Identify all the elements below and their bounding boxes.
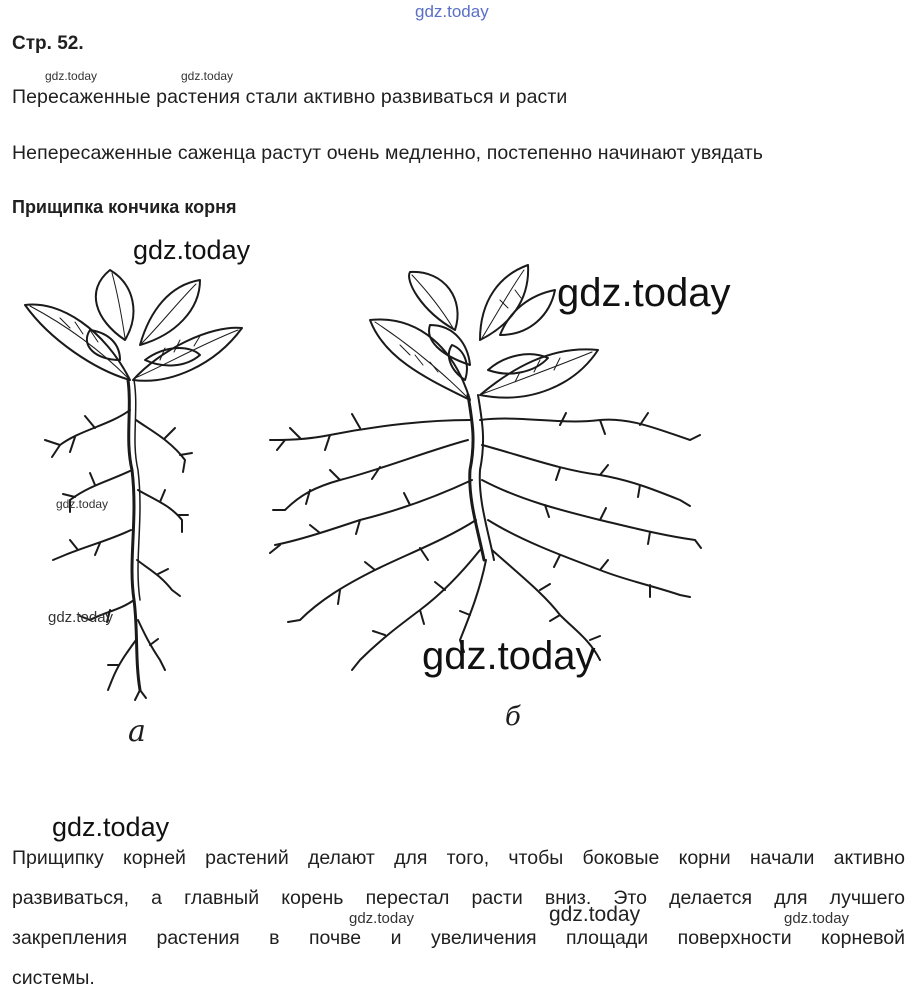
conclusion-line: системы. [12,967,95,989]
paragraph-not-transplanted: Непересаженные саженца растут очень медленно, постепенно начинают увядать [12,142,764,164]
figure-caption-b: б [505,702,521,732]
watermark: gdz.today [422,634,596,678]
plant-a-drawing [25,270,242,700]
watermark: gdz.today [45,69,98,83]
watermark: gdz.today [52,812,170,842]
page-number: Стр. 52. [12,33,84,54]
conclusion-line: закрепления растения в почве и увеличения площади поверхности корневой [12,927,905,949]
watermark: gdz.today [557,271,731,315]
conclusion-paragraph [12,838,905,998]
conclusion-line: Прищипку корней растений делают для того, чтобы боковые корни начали активно [12,847,905,869]
plant-b-drawing [270,265,701,670]
watermark: gdz.today [784,910,850,927]
conclusion-line: развиваться, а главный корень перестал расти вниз. Это делается для лучшего [12,887,905,909]
paragraph-transplanted: Пересаженные растения стали активно развиваться и расти [12,86,568,108]
watermark: gdz.today [181,69,234,83]
watermark-top: gdz.today [415,2,489,21]
figure-caption-a: а [128,714,146,749]
watermark: gdz.today [48,609,114,626]
watermark: gdz.today [549,903,641,926]
watermark: gdz.today [133,235,251,265]
section-heading: Прищипка кончика корня [12,197,237,217]
watermark: gdz.today [56,497,109,511]
watermark: gdz.today [349,910,415,927]
